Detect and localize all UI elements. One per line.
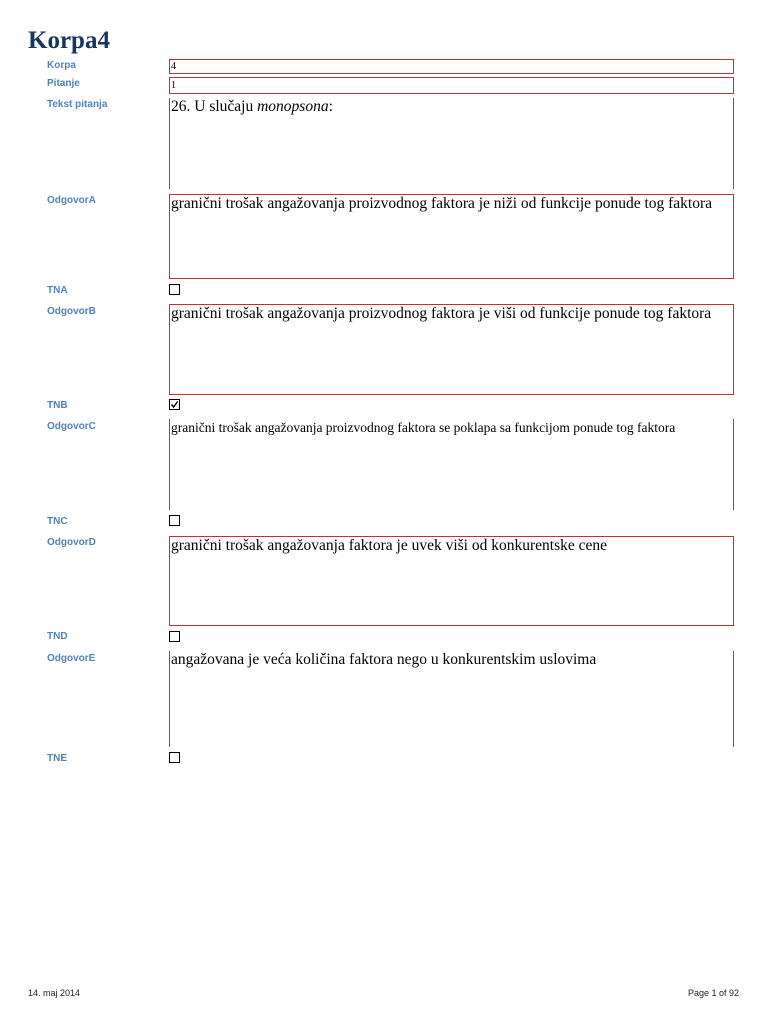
tekst-pitanja-field (169, 98, 734, 189)
korpa-field (169, 59, 734, 74)
korpa-label: Korpa (47, 60, 76, 71)
footer-date: 14. maj 2014 (28, 988, 81, 998)
tnd-checkbox (169, 631, 180, 642)
tnd-label: TND (47, 631, 68, 642)
question-text-prefix: 26. U slučaju (171, 98, 258, 115)
odgovor-e-field (169, 651, 734, 747)
odgovor-b-text: granični trošak angažovanja proizvodnog faktora je viši od funkcije ponude tog faktora (171, 305, 712, 322)
odgovor-a-field (169, 194, 734, 279)
pitanje-label: Pitanje (47, 78, 80, 89)
odgovor-d-text: granični trošak angažovanja faktora je uvek viši od konkurentske cene (171, 537, 607, 554)
tna-label: TNA (47, 285, 68, 296)
tnc-label: TNC (47, 516, 68, 527)
pitanje-value: 1 (171, 80, 176, 91)
odgovor-d-field (169, 536, 734, 626)
tnc-checkbox (169, 515, 180, 526)
tnb-label: TNB (47, 400, 68, 411)
odgovor-c-text: granični trošak angažovanja proizvodnog faktora se poklapa sa funkcijom ponude tog faktora (171, 420, 676, 435)
question-text-suffix: : (328, 98, 333, 115)
odgovor-b-field (169, 304, 734, 395)
odgovor-c-field (169, 419, 734, 510)
report-title: Korpa4 (28, 27, 110, 54)
tekst-pitanja-value (170, 98, 733, 116)
tekst-pitanja-label: Tekst pitanja (47, 99, 108, 110)
tne-checkbox (169, 752, 180, 763)
odgovor-e-label: OdgovorE (47, 653, 96, 664)
odgovor-e-text: angažovana je veća količina faktora nego u konkurentskim uslovima (171, 651, 597, 668)
footer-page-number: Page 1 of 92 (687, 988, 739, 998)
odgovor-a-text: granični trošak angažovanja proizvodnog faktora je niži od funkcije ponude tog faktora (171, 195, 713, 212)
question-text-italic: monopsona (257, 98, 329, 115)
pitanje-field (169, 77, 734, 94)
odgovor-a-label: OdgovorA (47, 195, 96, 206)
tna-checkbox (169, 284, 180, 295)
checkmark-icon (170, 400, 179, 409)
odgovor-d-label: OdgovorD (47, 537, 96, 548)
tnb-checkbox (169, 399, 180, 410)
tne-label: TNE (47, 753, 67, 764)
odgovor-b-label: OdgovorB (47, 306, 96, 317)
odgovor-c-label: OdgovorC (47, 421, 96, 432)
korpa-value: 4 (171, 61, 176, 72)
